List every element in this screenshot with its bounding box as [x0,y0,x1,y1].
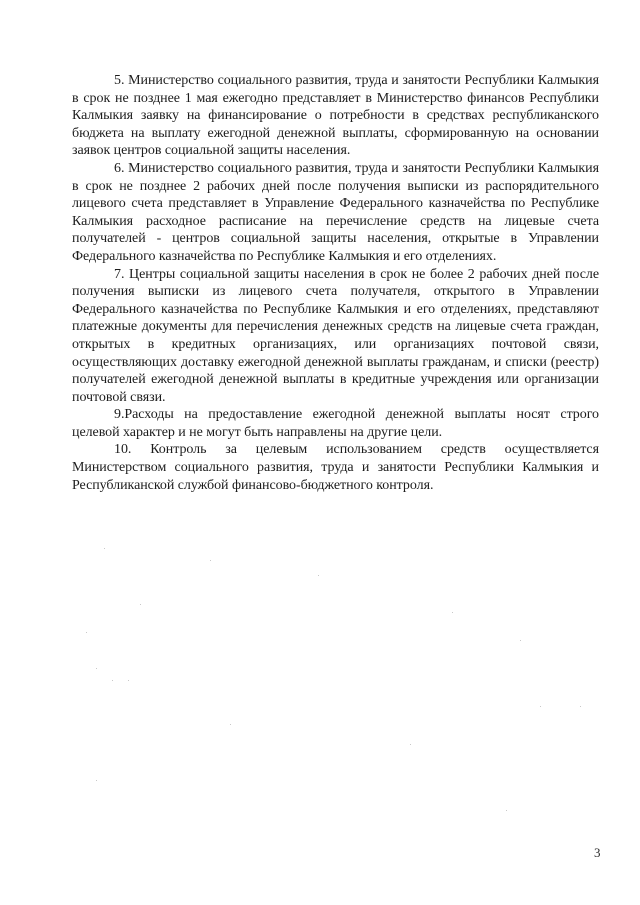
scan-speck [128,680,129,681]
scan-speck [410,744,411,745]
scan-speck [580,706,581,707]
scan-speck [96,668,97,669]
scan-speck [96,780,97,781]
paragraph-7: 7. Центры социальной защиты населения в срок не более 2 рабочих дней после получения выписки из лицевого счета получателя, открытого в Управлении Федерального казначейства по Республике Калмыкия и его отделениях, представляют платежные документы для перечисления денежных средств на лицевые счета граждан, открытых в кредитных организациях, или организациях почтовой связи, осуществляющих доставку ежегодной денежной выплаты гражданам, и списки (реестр) получателей ежегодной денежной выплаты в кредитные учреждения или организации почтовой связи. [72,266,599,405]
scan-speck [318,575,319,576]
scan-speck [520,640,521,641]
paragraph-10: 10. Контроль за целевым использованием средств осуществляется Министерством социального развития, труда и занятости Республики Калмыкия и Республиканской службой финансово-бюджетного контроля. [72,442,599,493]
paragraph-5: 5. Министерство социального развития, труда и занятости Республики Калмыкия в срок не позднее 1 мая ежегодно представляет в Министерство финансов Республики Калмыкия заявку на финансирование о потребности в средствах республиканского бюджета на выплату ежегодной денежной выплаты, сформированную на основании заявок центров социальной защиты населения. [72,73,599,159]
page-number: 3 [594,845,601,860]
scan-speck [104,548,105,549]
scan-speck [540,706,541,707]
scan-speck [506,810,507,811]
scan-speck [230,724,231,725]
paragraph-6: 6. Министерство социального развития, труда и занятости Республики Калмыкия в срок не позднее 2 рабочих дней после получения выписки из распорядительного лицевого счета представляет в Управление Федерального казначейства по Республике Калмыкия расходное расписание на перечисление средств на лицевые счета получателей - центров социальной защиты населения, открытые в Управлении Федерального казначейства по Республике Калмыкия и его отделениях. [72,160,599,264]
scan-speck [112,680,113,681]
paragraph-9: 9.Расходы на предоставление ежегодной денежной выплаты носят строго целевой характер и не могут быть направлены на другие цели. [72,407,599,440]
scan-speck [140,604,141,605]
scan-speck [210,560,211,561]
document-body [72,72,599,494]
scan-speck [86,632,87,633]
scan-speck [452,612,453,613]
